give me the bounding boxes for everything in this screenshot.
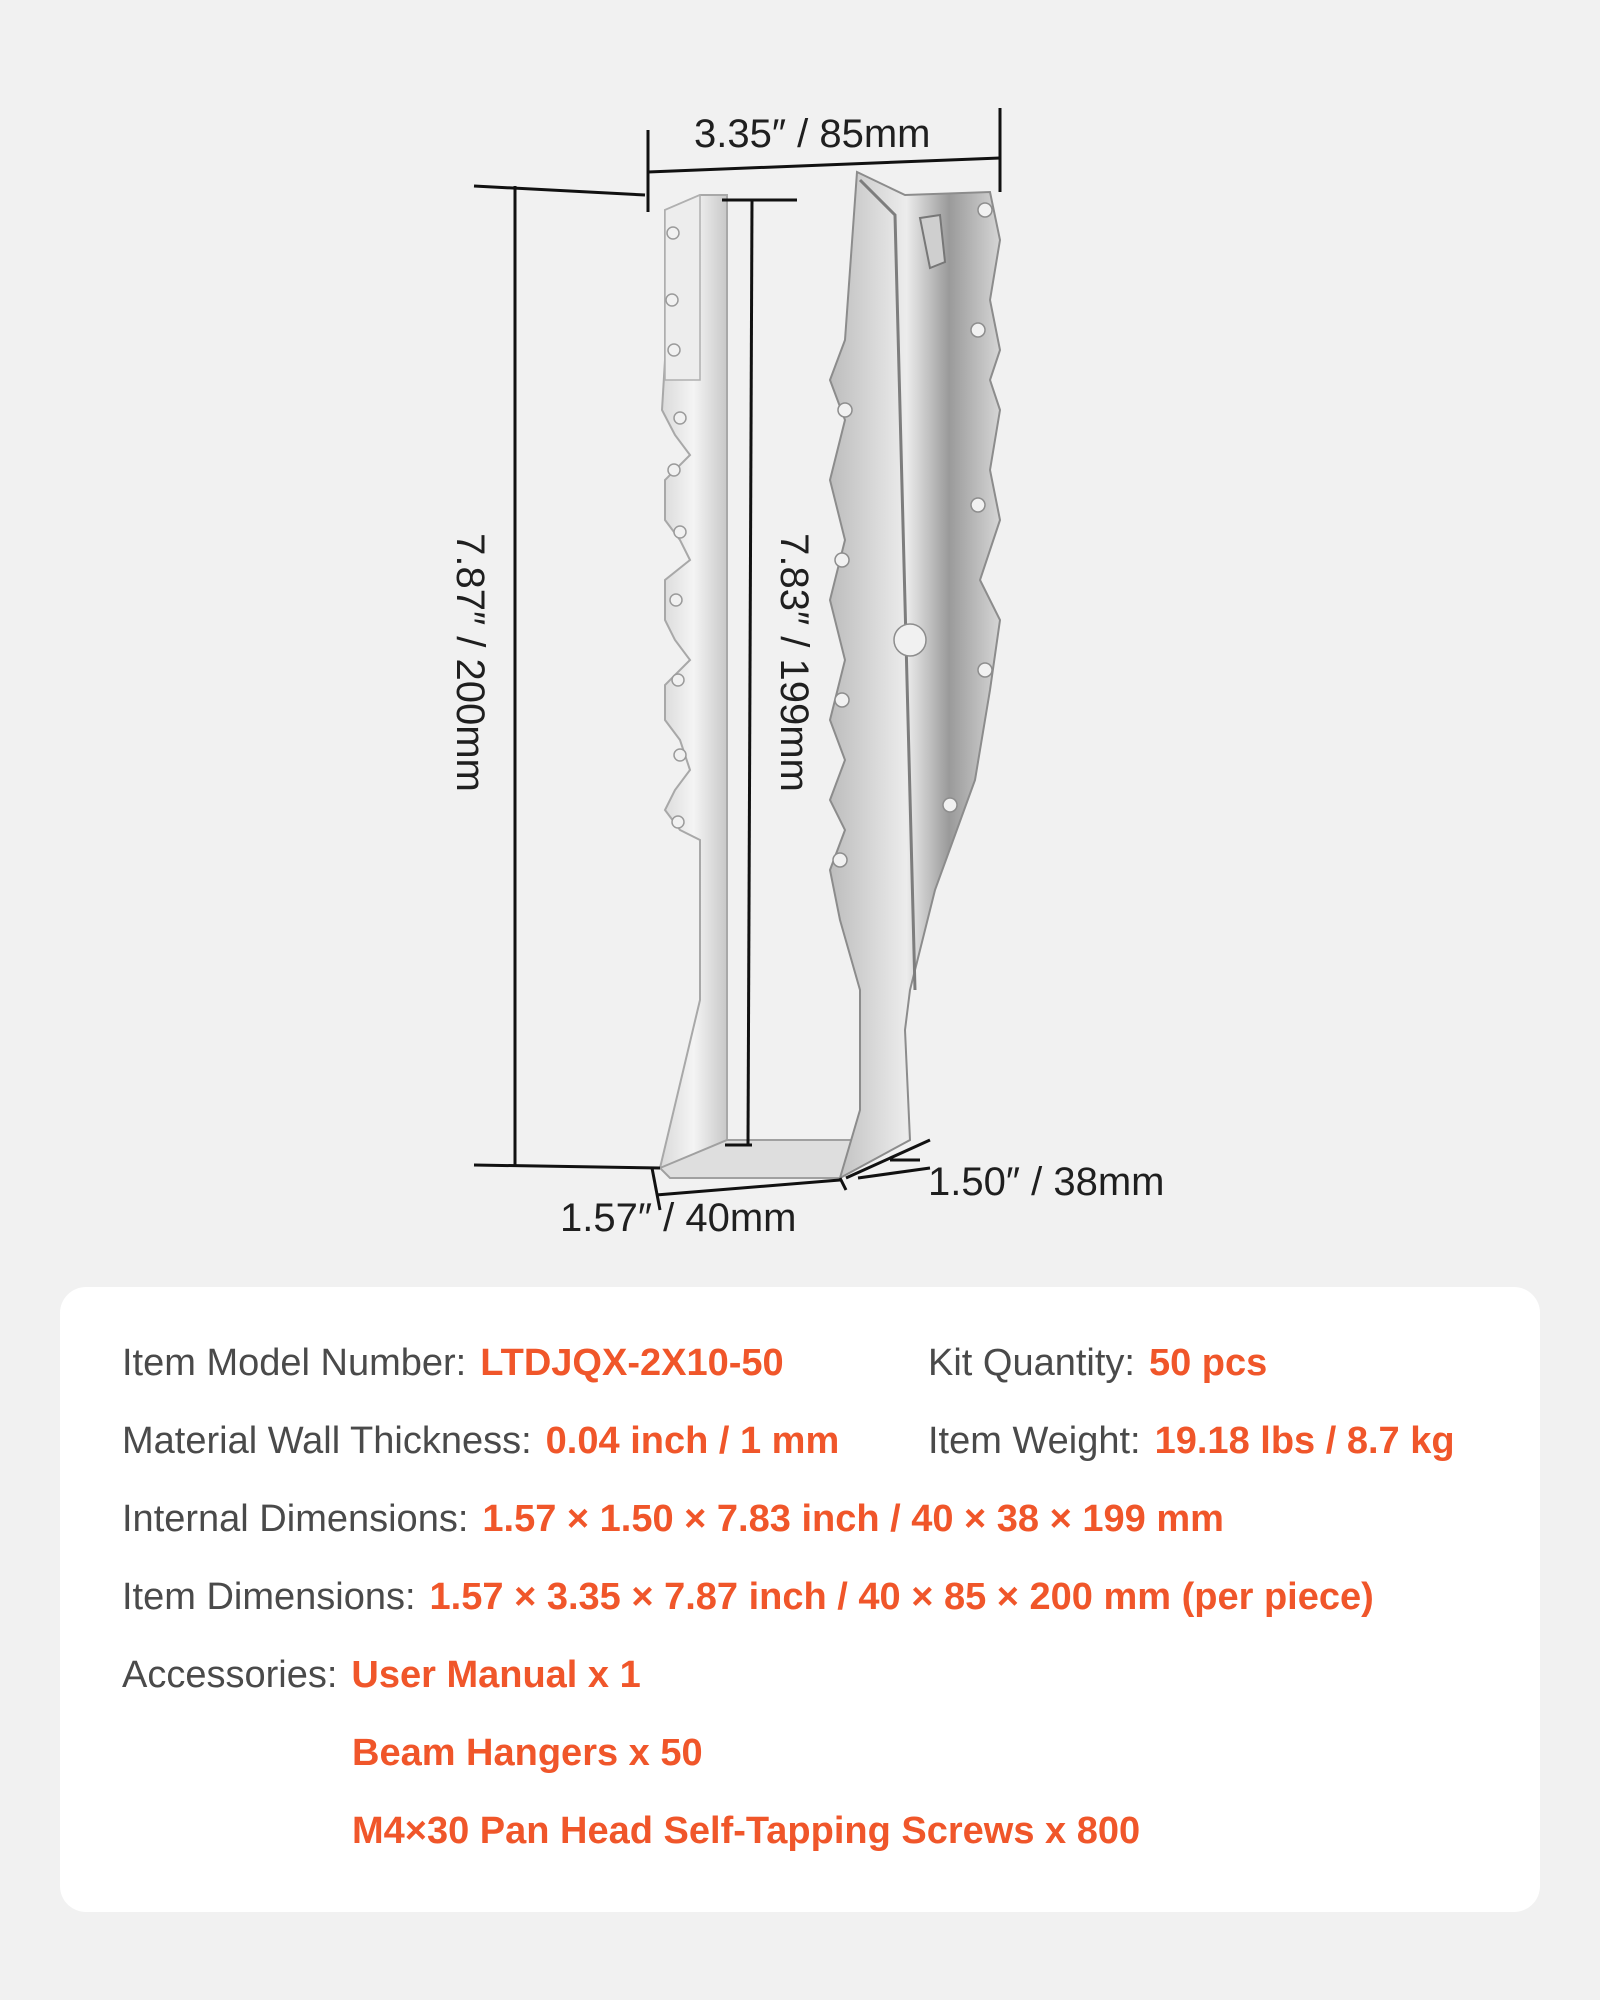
accessory-row	[352, 1810, 1140, 1853]
spec-label: Accessories:	[122, 1654, 338, 1696]
spec-model	[122, 1342, 784, 1385]
spec-weight	[928, 1420, 1455, 1463]
spec-label: Item Dimensions:	[122, 1576, 416, 1618]
spec-label: Kit Quantity:	[928, 1342, 1135, 1384]
accessory-item: User Manual x 1	[351, 1654, 641, 1696]
spec-value: 0.04 inch / 1 mm	[545, 1420, 840, 1462]
spec-label: Internal Dimensions:	[122, 1498, 469, 1540]
top-width-label: 3.35″ / 85mm	[694, 112, 931, 156]
right-flange	[830, 172, 1000, 1178]
bottom-width-label: 1.57″ / 40mm	[560, 1196, 797, 1240]
depth-label: 1.50″ / 38mm	[928, 1160, 1165, 1204]
accessory-item: M4×30 Pan Head Self-Tapping Screws x 800	[352, 1810, 1141, 1852]
spec-value: 19.18 lbs / 8.7 kg	[1154, 1420, 1455, 1462]
spec-value: 50 pcs	[1148, 1342, 1268, 1384]
accessory-row	[352, 1732, 703, 1775]
spec-value: 1.57 × 3.35 × 7.87 inch / 40 × 85 × 200 mm (per piece)	[429, 1576, 1374, 1618]
spec-item-dimensions	[122, 1576, 1374, 1619]
spec-accessories	[122, 1654, 641, 1697]
spec-internal-dimensions	[122, 1498, 1224, 1541]
outer-height-label: 7.87″ / 200mm	[447, 533, 492, 792]
accessory-item: Beam Hangers x 50	[352, 1732, 703, 1774]
spec-label: Material Wall Thickness:	[122, 1420, 532, 1462]
spec-label: Item Model Number:	[122, 1342, 467, 1384]
inner-height-label: 7.83″ / 199mm	[771, 533, 816, 792]
spec-value: LTDJQX-2X10-50	[480, 1342, 784, 1384]
spec-value: 1.57 × 1.50 × 7.83 inch / 40 × 38 × 199 mm	[482, 1498, 1224, 1540]
spec-label: Item Weight:	[928, 1420, 1141, 1462]
spec-wall-thickness	[122, 1420, 839, 1463]
spec-kit-quantity	[928, 1342, 1267, 1385]
spec-card	[60, 1287, 1540, 1912]
